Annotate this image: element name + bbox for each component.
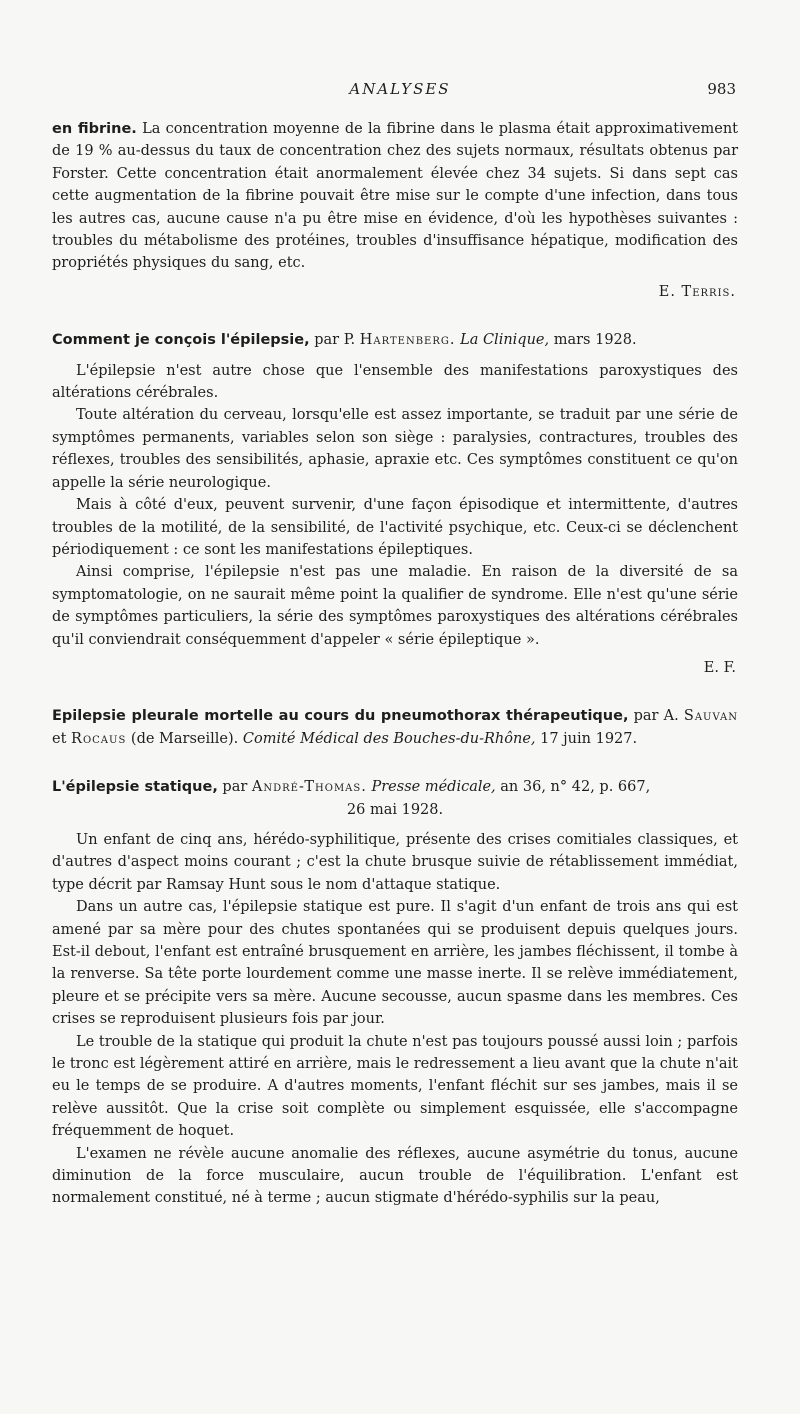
article3-heading xyxy=(52,705,738,750)
article4-paragraph: Le trouble de la statique qui produit la chute n'est pas toujours poussé aussi loin ; parfois le tronc est légèrement attiré en arrière, mais le redressement a lieu avant que la chute n'ait eu le temps de se produire. A d'autres moments, l'enfant fléchit sur ses jambes, mais il se relève aussitôt. Que la crise soit complète ou simplement esquissée, elle s'accompagne fréquemment de hoquet. xyxy=(52,1033,738,1140)
article3-and: et xyxy=(52,730,72,747)
article2-author: Hartenberg. xyxy=(359,332,456,349)
article1-paragraph xyxy=(52,118,738,275)
article2-by: par P. xyxy=(309,332,360,349)
article3-place: (de Marseille). xyxy=(126,730,239,747)
article4-author: André-Thomas. xyxy=(251,779,367,796)
article4-date: 26 mai 1928. xyxy=(346,801,444,818)
article3-date: 17 juin 1927. xyxy=(535,730,638,747)
running-header xyxy=(0,80,800,104)
article4-heading xyxy=(52,776,738,798)
article4-journal: Presse médicale, xyxy=(366,779,496,796)
article1-text: La concentration moyenne de la fibrine dans le plasma était approximativement de 19 % au-dessus du taux de concentration chez des sujets normaux, résultats obtenus par Forster. Cette concentration était anormalement élevée chez 34 sujets. Si dans sept cas cette augmentation de la fibrine pouvait être mise sur le compte d'une infection, dans tous les autres cas, aucune cause n'a pu être mise en évidence, d'où les hypothèses suivantes : troubles du métabolisme des protéines, troubles d'insuffisance hépatique, modification des propriétés physiques du sang, etc. xyxy=(52,121,738,272)
article4-paragraph: Un enfant de cinq ans, hérédo-syphilitique, présente des crises comitiales classiques, et d'autres d'aspect moins courant ; c'est la chute brusque suivie de rétablissement immédiat, type décrit par Ramsay Hunt sous le nom d'attaque statique. xyxy=(52,831,738,893)
article2-date: mars 1928. xyxy=(549,332,637,349)
article2-paragraph: Ainsi comprise, l'épilepsie n'est pas une maladie. En raison de la diversité de sa symptomatologie, on ne saurait même point la qualifier de syndrome. Elle n'est qu'une série de symptômes particuliers, la série des symptômes paroxystiques des altérations cérébrales qu'il conviendrait conséquemment d'appeler « série épileptique ». xyxy=(52,564,738,648)
article4-paragraph: Dans un autre cas, l'épilepsie statique est pure. Il s'agit d'un enfant de trois ans qui est amené par sa mère pour des chutes spontanées qui se produisent depuis quelques jours. Est-il debout, l'enfant est entraîné brusquement en arrière, les jambes fléchissent, il tombe à la renverse. Sa tête porte lourdement comme une masse inerte. Il se relève immédiatement, pleure et se précipite vers sa mère. Aucune secousse, aucun spasme dans les membres. Ces crises se reproduisent plusieurs fois par jour. xyxy=(52,899,738,1028)
body-text xyxy=(52,118,738,1210)
article4-title: L'épilepsie statique, xyxy=(52,779,218,796)
article2-paragraph: Mais à côté d'eux, peuvent survenir, d'une façon épisodique et intermittente, d'autres troubles de la motilité, de la sensibilité, de l'activité psychique, etc. Ceux-ci se déclenchent périodiquement : ce sont les manifestations épileptiques. xyxy=(52,497,738,558)
running-title: ANALYSES xyxy=(349,80,451,98)
page-number: 983 xyxy=(707,80,736,98)
article1-signature: E. Terris. xyxy=(658,283,736,300)
article2-paragraph: L'épilepsie n'est autre chose que l'ensemble des manifestations paroxystiques des altérations cérébrales. xyxy=(52,362,738,402)
article3-by: par A. xyxy=(628,708,684,725)
article3-author2: Rocaus xyxy=(71,730,127,747)
article2-journal: La Clinique, xyxy=(455,332,550,349)
article3-author1: Sauvan xyxy=(683,708,738,725)
article2-heading xyxy=(52,329,738,351)
article4-ref: an 36, n° 42, p. 667, xyxy=(495,779,651,796)
article1-lead: en fibrine. xyxy=(52,121,137,137)
article2-signature: E. F. xyxy=(703,659,736,676)
article2-title: Comment je conçois l'épilepsie, xyxy=(52,332,310,349)
article4-by: par xyxy=(217,779,252,796)
article2-paragraph: Toute altération du cerveau, lorsqu'elle est assez importante, se traduit par une série de symptômes permanents, variables selon son siège : paralysies, contractures, troubles des réflexes, troubles des sensibilités, aphasie, apraxie etc. Ces symptômes constituent ce qu'on appelle la série neurologique. xyxy=(52,407,738,491)
article4-paragraph: L'examen ne révèle aucune anomalie des réflexes, aucune asymétrie du tonus, aucune diminution de la force musculaire, aucun trouble de l'équilibration. L'enfant est normalement constitué, né à terme ; aucun stigmate d'hérédo-syphilis sur la peau, xyxy=(52,1145,738,1207)
article3-journal: Comité Médical des Bouches-du-Rhône, xyxy=(238,730,536,747)
article3-title: Epilepsie pleurale mortelle au cours du pneumothorax thérapeutique, xyxy=(52,708,629,725)
